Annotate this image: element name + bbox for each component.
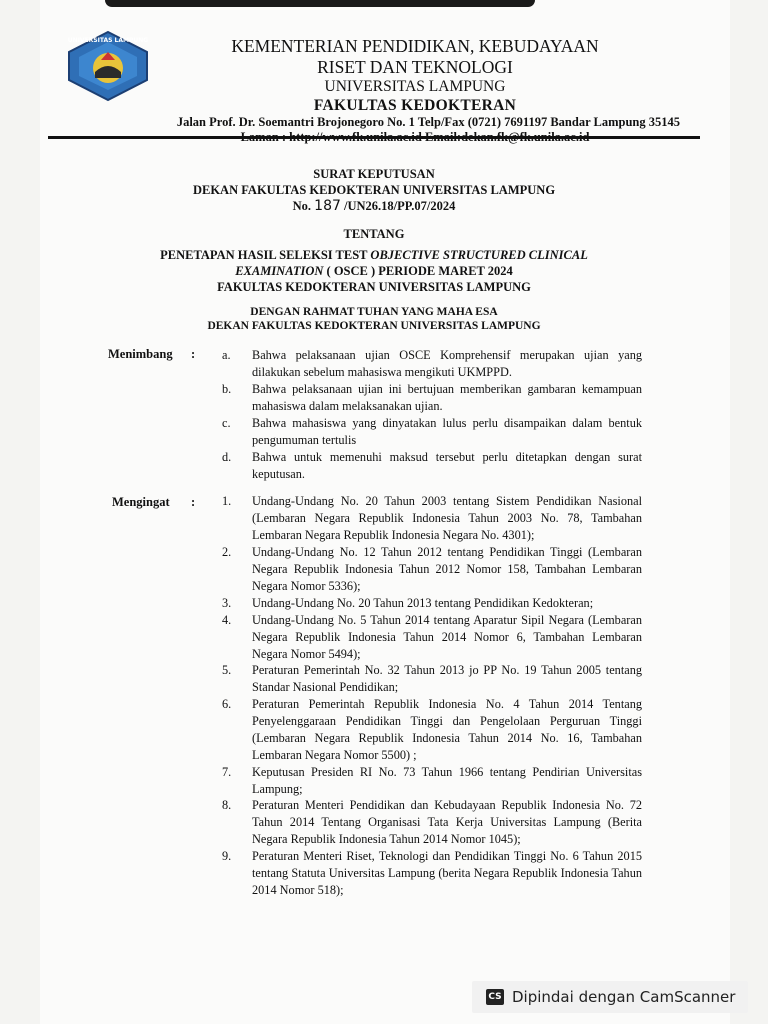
item-marker: 8. xyxy=(222,798,232,812)
preamble-line-2: DEKAN FAKULTAS KEDOKTERAN UNIVERSITAS LAMPUNG xyxy=(207,320,541,332)
item-text: Keputusan Presiden RI No. 73 Tahun 1966 tentang Pendirian Universitas Lampung; xyxy=(252,765,642,796)
item-marker: 6. xyxy=(222,697,232,711)
camscanner-icon: CS xyxy=(486,989,504,1005)
subject-line-3: FAKULTAS KEDOKTERAN UNIVERSITAS LAMPUNG xyxy=(217,280,531,294)
item-marker: 3. xyxy=(222,596,232,610)
item-marker: a. xyxy=(222,348,231,362)
mengingat-colon: : xyxy=(191,495,196,509)
item-text: Undang-Undang No. 5 Tahun 2014 tentang Aparatur Sipil Negara (Lembaran Negara Republik Indonesia Tahun 2014 Nomor 6, Tambahan Lembaran Negara Nomor 5494); xyxy=(252,613,642,661)
address-line: Jalan Prof. Dr. Soemantri Brojonegoro No. 1 Telp/Fax (0721) 7691197 Bandar Lampung 35145 xyxy=(176,115,680,130)
item-marker: 4. xyxy=(222,613,232,627)
mengingat-item xyxy=(222,544,642,595)
item-marker: 1. xyxy=(222,494,232,508)
item-text: Peraturan Menteri Riset, Teknologi dan Pendidikan Tinggi No. 6 Tahun 2015 tentang Statuta Universitas Lampung (berita Negara Republik Indonesia Tahun 2014 Nomor 518); xyxy=(252,849,642,897)
ministry-line-1: KEMENTERIAN PENDIDIKAN, KEBUDAYAAN xyxy=(231,36,599,56)
subject-line-1 xyxy=(48,247,700,263)
mengingat-item xyxy=(222,662,642,696)
mengingat-item xyxy=(222,612,642,663)
subject-text-c: EXAMINATION xyxy=(235,264,324,278)
menimbang-colon: : xyxy=(191,347,196,361)
title-line-1: SURAT KEPUTUSAN xyxy=(313,167,435,181)
ministry-line-2: RISET DAN TEKNOLOGI xyxy=(317,57,513,77)
letterhead xyxy=(150,36,680,145)
item-marker: 2. xyxy=(222,545,232,559)
number-prefix: No. xyxy=(292,199,312,213)
subject-block xyxy=(48,247,700,295)
previous-page-edge xyxy=(105,0,535,7)
title-block xyxy=(48,166,700,214)
item-text: Undang-Undang No. 12 Tahun 2012 tentang Pendidikan Tinggi (Lembaran Negara Republik Indonesia Tahun 2012 Nomor 158, Tambahan Lembaran Negara Nomor 5336); xyxy=(252,545,642,593)
mengingat-item xyxy=(222,797,642,848)
item-marker: 5. xyxy=(222,663,232,677)
item-text: Bahwa pelaksanaan ujian ini bertujuan memberikan gambaran kemampuan mahasiswa dalam melaksanakan ujian. xyxy=(252,382,642,413)
item-marker: 9. xyxy=(222,849,232,863)
camscanner-text: Dipindai dengan CamScanner xyxy=(512,988,736,1006)
item-text: Peraturan Pemerintah Republik Indonesia No. 4 Tahun 2014 Tentang Penyelenggaraan Pendidikan Tinggi dan Pengelolaan Perguruan Tinggi (Lembaran Negara Republik Indonesia Tahun 2014 No. 16, Tambahan Lembaran Negara Nomor 5500) ; xyxy=(252,697,642,762)
item-text: Undang-Undang No. 20 Tahun 2003 tentang Sistem Pendidikan Nasional (Lembaran Negara Republik Indonesia Tahun 2003 No. 78, Tambahan Lembaran Negara Republik Indonesia Negara No. 4301); xyxy=(252,494,642,542)
university-logo xyxy=(63,30,153,102)
preamble-line-1: DENGAN RAHMAT TUHAN YANG MAHA ESA xyxy=(250,306,498,318)
subject-text-b: OBJECTIVE STRUCTURED CLINICAL xyxy=(370,248,588,262)
mengingat-item xyxy=(222,848,642,899)
item-marker: 7. xyxy=(222,765,232,779)
menimbang-item xyxy=(222,415,642,449)
camscanner-watermark xyxy=(472,981,748,1013)
preamble-block xyxy=(48,305,700,333)
item-marker: c. xyxy=(222,416,231,430)
tentang-heading: TENTANG xyxy=(343,227,405,241)
mengingat-item xyxy=(222,595,642,612)
item-text: Bahwa untuk memenuhi maksud tersebut perlu ditetapkan dengan surat keputusan. xyxy=(252,450,642,481)
item-text: Bahwa pelaksanaan ujian OSCE Komprehensif merupakan ujian yang dilakukan sebelum mahasiswa mengikuti UKMPPD. xyxy=(252,348,642,379)
item-marker: d. xyxy=(222,450,232,464)
item-text: Peraturan Pemerintah No. 32 Tahun 2013 jo PP No. 19 Tahun 2005 tentang Standar Nasional Pendidikan; xyxy=(252,663,642,694)
number-suffix: /UN26.18/PP.07/2024 xyxy=(344,199,456,213)
menimbang-item xyxy=(222,449,642,483)
mengingat-item xyxy=(222,493,642,544)
menimbang-item xyxy=(222,347,642,381)
subject-line-2 xyxy=(48,263,700,279)
subject-text-d: ( OSCE ) PERIODE MARET 2024 xyxy=(323,264,513,278)
mengingat-item xyxy=(222,764,642,798)
menimbang-item xyxy=(222,381,642,415)
letterhead-rule xyxy=(48,136,700,139)
subject-text-a: PENETAPAN HASIL SELEKSI TEST xyxy=(160,248,371,262)
item-text: Undang-Undang No. 20 Tahun 2013 tentang Pendidikan Kedokteran; xyxy=(252,596,594,610)
university-name: UNIVERSITAS LAMPUNG xyxy=(324,78,506,95)
mengingat-item xyxy=(222,696,642,764)
item-text: Peraturan Menteri Pendidikan dan Kebudayaan Republik Indonesia No. 72 Tahun 2014 Tentang Organisasi Tata Kerja Universitas Lampung (Berita Negara Republik Indonesia Tahun 2014 Nomor 1045); xyxy=(252,798,642,846)
letter-number xyxy=(48,198,700,214)
handwritten-number: 187 xyxy=(314,198,341,214)
faculty-name: FAKULTAS KEDOKTERAN xyxy=(313,96,517,114)
item-marker: b. xyxy=(222,382,232,396)
title-line-2: DEKAN FAKULTAS KEDOKTERAN UNIVERSITAS LAMPUNG xyxy=(192,183,556,197)
item-text: Bahwa mahasiswa yang dinyatakan lulus perlu disampaikan dalam bentuk pengumuman tertulis xyxy=(252,416,642,447)
menimbang-label: Menimbang xyxy=(108,347,173,361)
mengingat-label: Mengingat xyxy=(112,495,170,509)
logo-text: UNIVERSITAS LAMPUNG xyxy=(67,37,149,44)
